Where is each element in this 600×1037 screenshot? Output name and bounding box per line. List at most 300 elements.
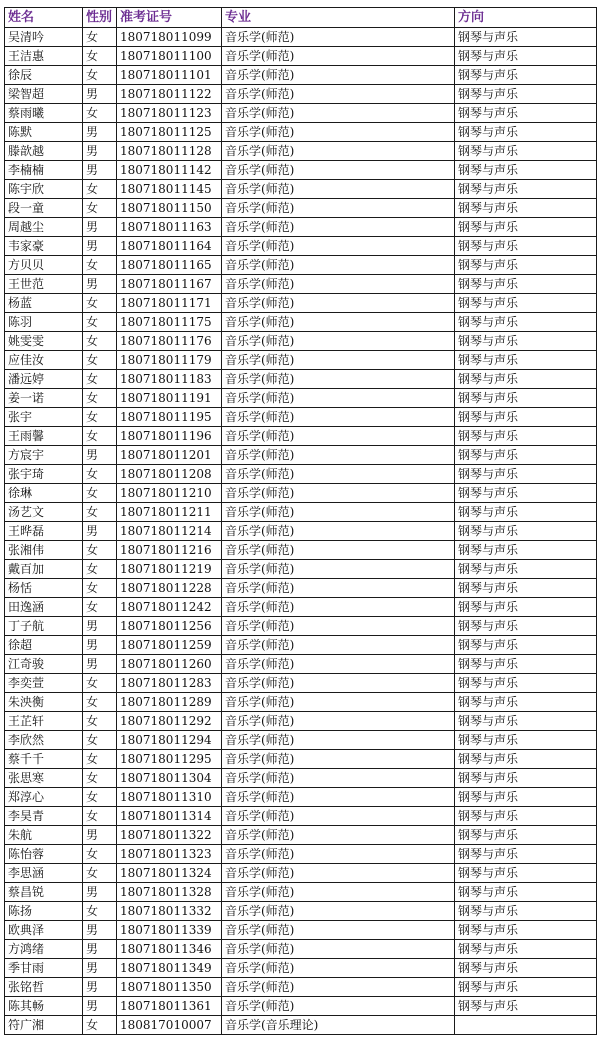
name-cell: 滕歆越	[5, 142, 83, 161]
name-cell: 田逸涵	[5, 598, 83, 617]
major-cell: 音乐学(音乐理论)	[222, 1016, 455, 1035]
direction-cell: 钢琴与声乐	[455, 769, 597, 788]
table-row	[5, 731, 597, 750]
gender-cell: 女	[83, 465, 117, 484]
name-cell: 朱泱衡	[5, 693, 83, 712]
gender-cell: 男	[83, 959, 117, 978]
exam-id-cell: 180718011310	[117, 788, 222, 807]
major-cell: 音乐学(师范)	[222, 731, 455, 750]
name-cell: 徐辰	[5, 66, 83, 85]
major-cell: 音乐学(师范)	[222, 522, 455, 541]
exam-id-cell: 180718011349	[117, 959, 222, 978]
exam-id-cell: 180718011361	[117, 997, 222, 1016]
major-cell: 音乐学(师范)	[222, 693, 455, 712]
exam-id-cell: 180718011211	[117, 503, 222, 522]
gender-cell: 女	[83, 598, 117, 617]
major-cell: 音乐学(师范)	[222, 408, 455, 427]
gender-cell: 女	[83, 579, 117, 598]
name-cell: 应佳汝	[5, 351, 83, 370]
gender-cell: 男	[83, 921, 117, 940]
gender-cell: 女	[83, 541, 117, 560]
direction-cell: 钢琴与声乐	[455, 617, 597, 636]
gender-cell: 女	[83, 484, 117, 503]
direction-cell: 钢琴与声乐	[455, 351, 597, 370]
table-row	[5, 66, 597, 85]
major-cell: 音乐学(师范)	[222, 921, 455, 940]
exam-id-cell: 180718011142	[117, 161, 222, 180]
direction-cell: 钢琴与声乐	[455, 47, 597, 66]
direction-cell: 钢琴与声乐	[455, 256, 597, 275]
gender-cell: 男	[83, 655, 117, 674]
gender-cell: 女	[83, 712, 117, 731]
header-name: 姓名	[5, 8, 83, 28]
table-row	[5, 883, 597, 902]
major-cell: 音乐学(师范)	[222, 351, 455, 370]
direction-cell: 钢琴与声乐	[455, 655, 597, 674]
gender-cell: 女	[83, 560, 117, 579]
exam-id-cell: 180718011292	[117, 712, 222, 731]
major-cell: 音乐学(师范)	[222, 142, 455, 161]
name-cell: 方贝贝	[5, 256, 83, 275]
exam-id-cell: 180718011163	[117, 218, 222, 237]
table-row	[5, 712, 597, 731]
direction-cell: 钢琴与声乐	[455, 674, 597, 693]
exam-id-cell: 180718011167	[117, 275, 222, 294]
name-cell: 张宇	[5, 408, 83, 427]
table-row	[5, 788, 597, 807]
direction-cell: 钢琴与声乐	[455, 503, 597, 522]
table-row	[5, 446, 597, 465]
direction-cell: 钢琴与声乐	[455, 446, 597, 465]
gender-cell: 女	[83, 199, 117, 218]
table-row	[5, 180, 597, 199]
direction-cell: 钢琴与声乐	[455, 389, 597, 408]
name-cell: 陈羽	[5, 313, 83, 332]
direction-cell: 钢琴与声乐	[455, 997, 597, 1016]
exam-id-cell: 180718011304	[117, 769, 222, 788]
name-cell: 王雨馨	[5, 427, 83, 446]
name-cell: 姜一诺	[5, 389, 83, 408]
gender-cell: 男	[83, 142, 117, 161]
name-cell: 江奇骏	[5, 655, 83, 674]
gender-cell: 女	[83, 750, 117, 769]
gender-cell: 女	[83, 807, 117, 826]
direction-cell: 钢琴与声乐	[455, 28, 597, 47]
table-row	[5, 237, 597, 256]
direction-cell: 钢琴与声乐	[455, 560, 597, 579]
major-cell: 音乐学(师范)	[222, 237, 455, 256]
table-row	[5, 199, 597, 218]
name-cell: 潘远婷	[5, 370, 83, 389]
table-row	[5, 484, 597, 503]
exam-id-cell: 180718011100	[117, 47, 222, 66]
gender-cell: 女	[83, 769, 117, 788]
table-row	[5, 294, 597, 313]
name-cell: 梁智超	[5, 85, 83, 104]
major-cell: 音乐学(师范)	[222, 370, 455, 389]
direction-cell: 钢琴与声乐	[455, 237, 597, 256]
major-cell: 音乐学(师范)	[222, 579, 455, 598]
exam-id-cell: 180718011289	[117, 693, 222, 712]
direction-cell: 钢琴与声乐	[455, 902, 597, 921]
exam-id-cell: 180718011176	[117, 332, 222, 351]
major-cell: 音乐学(师范)	[222, 598, 455, 617]
direction-cell: 钢琴与声乐	[455, 750, 597, 769]
table-row	[5, 123, 597, 142]
major-cell: 音乐学(师范)	[222, 85, 455, 104]
exam-id-cell: 180718011175	[117, 313, 222, 332]
gender-cell: 男	[83, 237, 117, 256]
table-row	[5, 921, 597, 940]
direction-cell: 钢琴与声乐	[455, 408, 597, 427]
gender-cell: 女	[83, 674, 117, 693]
table-row	[5, 389, 597, 408]
exam-id-cell: 180718011324	[117, 864, 222, 883]
table-row	[5, 142, 597, 161]
name-cell: 张宇琦	[5, 465, 83, 484]
table-row	[5, 560, 597, 579]
header-exam-id: 准考证号	[117, 8, 222, 28]
name-cell: 汤艺文	[5, 503, 83, 522]
table-row	[5, 28, 597, 47]
exam-id-cell: 180718011259	[117, 636, 222, 655]
gender-cell: 女	[83, 427, 117, 446]
direction-cell: 钢琴与声乐	[455, 522, 597, 541]
exam-id-cell: 180718011332	[117, 902, 222, 921]
gender-cell: 女	[83, 370, 117, 389]
name-cell: 杨恬	[5, 579, 83, 598]
table-row	[5, 902, 597, 921]
name-cell: 徐超	[5, 636, 83, 655]
table-row	[5, 997, 597, 1016]
direction-cell: 钢琴与声乐	[455, 275, 597, 294]
name-cell: 李欣然	[5, 731, 83, 750]
gender-cell: 女	[83, 28, 117, 47]
gender-cell: 男	[83, 218, 117, 237]
direction-cell: 钢琴与声乐	[455, 845, 597, 864]
major-cell: 音乐学(师范)	[222, 959, 455, 978]
table-row	[5, 218, 597, 237]
table-row	[5, 750, 597, 769]
direction-cell: 钢琴与声乐	[455, 712, 597, 731]
table-row	[5, 85, 597, 104]
major-cell: 音乐学(师范)	[222, 902, 455, 921]
major-cell: 音乐学(师范)	[222, 66, 455, 85]
direction-cell: 钢琴与声乐	[455, 959, 597, 978]
gender-cell: 男	[83, 446, 117, 465]
gender-cell: 女	[83, 294, 117, 313]
name-cell: 陈其畅	[5, 997, 83, 1016]
table-row	[5, 959, 597, 978]
table-row	[5, 826, 597, 845]
gender-cell: 女	[83, 351, 117, 370]
gender-cell: 男	[83, 636, 117, 655]
major-cell: 音乐学(师范)	[222, 256, 455, 275]
table-row	[5, 275, 597, 294]
gender-cell: 女	[83, 332, 117, 351]
exam-id-cell: 180718011099	[117, 28, 222, 47]
direction-cell: 钢琴与声乐	[455, 731, 597, 750]
direction-cell: 钢琴与声乐	[455, 161, 597, 180]
name-cell: 蔡雨曦	[5, 104, 83, 123]
direction-cell: 钢琴与声乐	[455, 66, 597, 85]
exam-id-cell: 180718011128	[117, 142, 222, 161]
header-gender: 性别	[83, 8, 117, 28]
major-cell: 音乐学(师范)	[222, 788, 455, 807]
exam-id-cell: 180718011214	[117, 522, 222, 541]
name-cell: 王世范	[5, 275, 83, 294]
exam-id-cell: 180718011350	[117, 978, 222, 997]
table-row	[5, 104, 597, 123]
exam-id-cell: 180718011295	[117, 750, 222, 769]
name-cell: 朱航	[5, 826, 83, 845]
exam-id-cell: 180718011210	[117, 484, 222, 503]
name-cell: 蔡昌锐	[5, 883, 83, 902]
table-row	[5, 313, 597, 332]
name-cell: 张铭哲	[5, 978, 83, 997]
gender-cell: 男	[83, 275, 117, 294]
name-cell: 杨蓝	[5, 294, 83, 313]
admission-list-table	[4, 7, 597, 1035]
major-cell: 音乐学(师范)	[222, 997, 455, 1016]
gender-cell: 女	[83, 693, 117, 712]
gender-cell: 女	[83, 845, 117, 864]
gender-cell: 女	[83, 104, 117, 123]
table-row	[5, 864, 597, 883]
direction-cell: 钢琴与声乐	[455, 636, 597, 655]
major-cell: 音乐学(师范)	[222, 218, 455, 237]
header-direction: 方向	[455, 8, 597, 28]
name-cell: 张思寒	[5, 769, 83, 788]
name-cell: 徐琳	[5, 484, 83, 503]
direction-cell	[455, 1016, 597, 1035]
name-cell: 李思涵	[5, 864, 83, 883]
major-cell: 音乐学(师范)	[222, 446, 455, 465]
direction-cell: 钢琴与声乐	[455, 807, 597, 826]
table-row	[5, 807, 597, 826]
table-row	[5, 47, 597, 66]
direction-cell: 钢琴与声乐	[455, 313, 597, 332]
direction-cell: 钢琴与声乐	[455, 788, 597, 807]
gender-cell: 女	[83, 313, 117, 332]
gender-cell: 男	[83, 978, 117, 997]
table-row	[5, 845, 597, 864]
direction-cell: 钢琴与声乐	[455, 180, 597, 199]
name-cell: 李奕萱	[5, 674, 83, 693]
table-row	[5, 522, 597, 541]
table-row	[5, 1016, 597, 1035]
gender-cell: 女	[83, 180, 117, 199]
name-cell: 方宸宇	[5, 446, 83, 465]
major-cell: 音乐学(师范)	[222, 883, 455, 902]
major-cell: 音乐学(师范)	[222, 161, 455, 180]
direction-cell: 钢琴与声乐	[455, 123, 597, 142]
table-header	[5, 8, 597, 28]
name-cell: 张湘伟	[5, 541, 83, 560]
name-cell: 戴百加	[5, 560, 83, 579]
exam-id-cell: 180718011201	[117, 446, 222, 465]
direction-cell: 钢琴与声乐	[455, 693, 597, 712]
major-cell: 音乐学(师范)	[222, 636, 455, 655]
exam-id-cell: 180718011123	[117, 104, 222, 123]
major-cell: 音乐学(师范)	[222, 655, 455, 674]
direction-cell: 钢琴与声乐	[455, 826, 597, 845]
name-cell: 陈默	[5, 123, 83, 142]
major-cell: 音乐学(师范)	[222, 864, 455, 883]
table-row	[5, 636, 597, 655]
major-cell: 音乐学(师范)	[222, 47, 455, 66]
name-cell: 陈扬	[5, 902, 83, 921]
direction-cell: 钢琴与声乐	[455, 85, 597, 104]
table-row	[5, 617, 597, 636]
table-body	[5, 28, 597, 1035]
name-cell: 姚雯雯	[5, 332, 83, 351]
name-cell: 季甘雨	[5, 959, 83, 978]
name-cell: 欧典泽	[5, 921, 83, 940]
table-row	[5, 598, 597, 617]
major-cell: 音乐学(师范)	[222, 180, 455, 199]
gender-cell: 女	[83, 389, 117, 408]
major-cell: 音乐学(师范)	[222, 123, 455, 142]
table-row	[5, 674, 597, 693]
gender-cell: 女	[83, 902, 117, 921]
table-row	[5, 427, 597, 446]
exam-id-cell: 180718011346	[117, 940, 222, 959]
direction-cell: 钢琴与声乐	[455, 598, 597, 617]
direction-cell: 钢琴与声乐	[455, 484, 597, 503]
direction-cell: 钢琴与声乐	[455, 427, 597, 446]
table-row	[5, 332, 597, 351]
direction-cell: 钢琴与声乐	[455, 921, 597, 940]
major-cell: 音乐学(师范)	[222, 484, 455, 503]
direction-cell: 钢琴与声乐	[455, 332, 597, 351]
exam-id-cell: 180718011125	[117, 123, 222, 142]
direction-cell: 钢琴与声乐	[455, 142, 597, 161]
exam-id-cell: 180718011196	[117, 427, 222, 446]
gender-cell: 女	[83, 1016, 117, 1035]
gender-cell: 男	[83, 522, 117, 541]
exam-id-cell: 180718011164	[117, 237, 222, 256]
name-cell: 吴清吟	[5, 28, 83, 47]
direction-cell: 钢琴与声乐	[455, 465, 597, 484]
exam-id-cell: 180718011256	[117, 617, 222, 636]
exam-id-cell: 180718011323	[117, 845, 222, 864]
gender-cell: 男	[83, 161, 117, 180]
name-cell: 陈怡蓉	[5, 845, 83, 864]
exam-id-cell: 180718011322	[117, 826, 222, 845]
name-cell: 李昊青	[5, 807, 83, 826]
gender-cell: 女	[83, 864, 117, 883]
table-row	[5, 940, 597, 959]
exam-id-cell: 180718011283	[117, 674, 222, 693]
major-cell: 音乐学(师范)	[222, 104, 455, 123]
gender-cell: 男	[83, 85, 117, 104]
major-cell: 音乐学(师范)	[222, 750, 455, 769]
direction-cell: 钢琴与声乐	[455, 579, 597, 598]
gender-cell: 男	[83, 123, 117, 142]
gender-cell: 女	[83, 408, 117, 427]
major-cell: 音乐学(师范)	[222, 313, 455, 332]
major-cell: 音乐学(师范)	[222, 712, 455, 731]
name-cell: 郑淳心	[5, 788, 83, 807]
gender-cell: 男	[83, 883, 117, 902]
name-cell: 李楠楠	[5, 161, 83, 180]
name-cell: 方鸿绪	[5, 940, 83, 959]
gender-cell: 女	[83, 256, 117, 275]
table-row	[5, 408, 597, 427]
direction-cell: 钢琴与声乐	[455, 541, 597, 560]
name-cell: 符广湘	[5, 1016, 83, 1035]
major-cell: 音乐学(师范)	[222, 503, 455, 522]
exam-id-cell: 180718011339	[117, 921, 222, 940]
exam-id-cell: 180718011219	[117, 560, 222, 579]
exam-id-cell: 180718011183	[117, 370, 222, 389]
name-cell: 蔡千千	[5, 750, 83, 769]
direction-cell: 钢琴与声乐	[455, 370, 597, 389]
gender-cell: 女	[83, 503, 117, 522]
exam-id-cell: 180718011101	[117, 66, 222, 85]
name-cell: 王晔磊	[5, 522, 83, 541]
table-row	[5, 465, 597, 484]
header-major: 专业	[222, 8, 455, 28]
major-cell: 音乐学(师范)	[222, 617, 455, 636]
gender-cell: 男	[83, 997, 117, 1016]
table-row	[5, 370, 597, 389]
name-cell: 王芷轩	[5, 712, 83, 731]
exam-id-cell: 180718011171	[117, 294, 222, 313]
direction-cell: 钢琴与声乐	[455, 294, 597, 313]
table-row	[5, 978, 597, 997]
exam-id-cell: 180718011228	[117, 579, 222, 598]
exam-id-cell: 180718011191	[117, 389, 222, 408]
exam-id-cell: 180718011216	[117, 541, 222, 560]
table-row	[5, 693, 597, 712]
direction-cell: 钢琴与声乐	[455, 218, 597, 237]
gender-cell: 女	[83, 66, 117, 85]
exam-id-cell: 180718011150	[117, 199, 222, 218]
gender-cell: 男	[83, 826, 117, 845]
major-cell: 音乐学(师范)	[222, 332, 455, 351]
major-cell: 音乐学(师范)	[222, 940, 455, 959]
direction-cell: 钢琴与声乐	[455, 978, 597, 997]
name-cell: 丁子航	[5, 617, 83, 636]
exam-id-cell: 180718011294	[117, 731, 222, 750]
major-cell: 音乐学(师范)	[222, 674, 455, 693]
exam-id-cell: 180718011195	[117, 408, 222, 427]
exam-id-cell: 180718011122	[117, 85, 222, 104]
table-row	[5, 256, 597, 275]
major-cell: 音乐学(师范)	[222, 560, 455, 579]
table-row	[5, 769, 597, 788]
table-row	[5, 351, 597, 370]
exam-id-cell: 180718011179	[117, 351, 222, 370]
name-cell: 王洁惠	[5, 47, 83, 66]
gender-cell: 男	[83, 617, 117, 636]
gender-cell: 女	[83, 47, 117, 66]
header-row	[5, 8, 597, 28]
exam-id-cell: 180718011314	[117, 807, 222, 826]
gender-cell: 男	[83, 940, 117, 959]
table-row	[5, 541, 597, 560]
exam-id-cell: 180718011260	[117, 655, 222, 674]
exam-id-cell: 180718011328	[117, 883, 222, 902]
table-row	[5, 503, 597, 522]
major-cell: 音乐学(师范)	[222, 199, 455, 218]
name-cell: 段一童	[5, 199, 83, 218]
gender-cell: 女	[83, 788, 117, 807]
major-cell: 音乐学(师范)	[222, 427, 455, 446]
exam-id-cell: 180817010007	[117, 1016, 222, 1035]
